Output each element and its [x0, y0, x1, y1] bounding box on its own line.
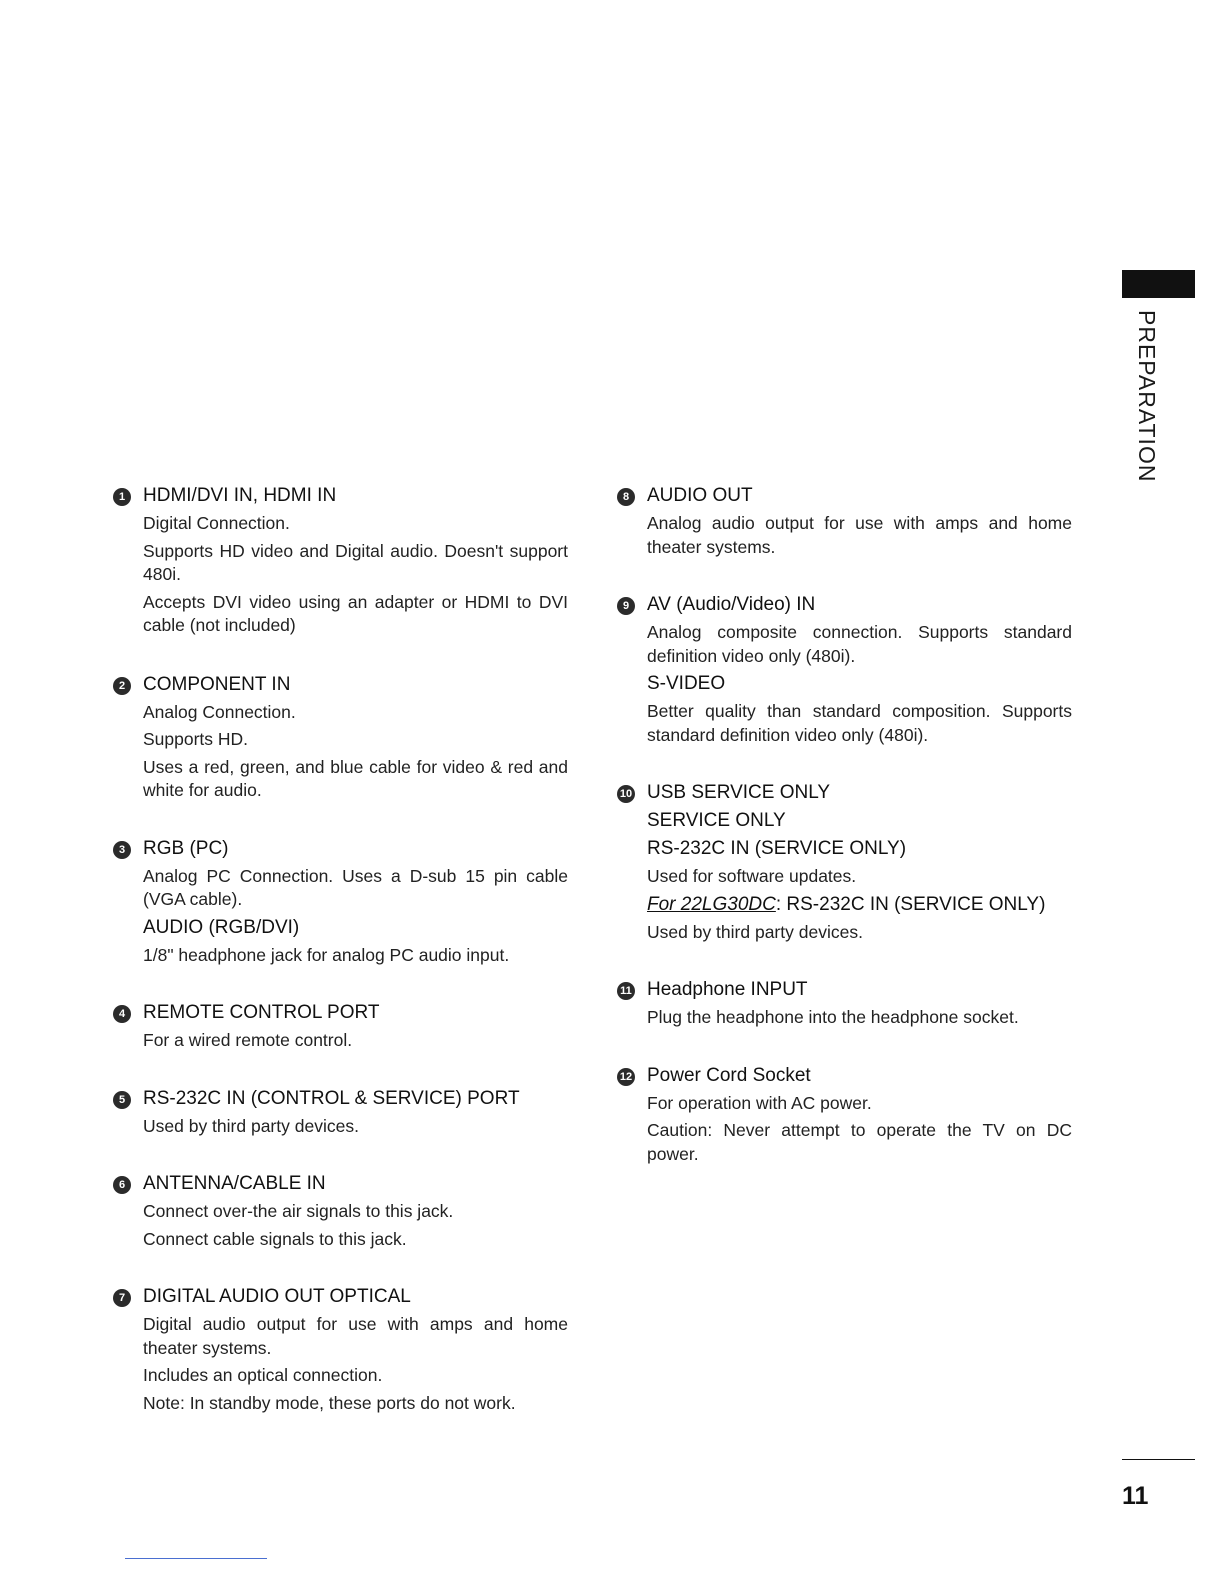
- item-text: Analog audio output for use with amps and home theater systems.: [647, 513, 1072, 557]
- number-badge: 2: [113, 677, 131, 695]
- item-headphone-input: [617, 978, 1072, 1030]
- section-tab-marker: [1122, 270, 1195, 298]
- model-note-text: : RS-232C IN (SERVICE ONLY): [775, 893, 1046, 915]
- item-rs232c-port: [113, 1087, 568, 1139]
- item-antenna-cable: [113, 1172, 568, 1251]
- item-rgb: [113, 837, 568, 968]
- item-text: For operation with AC power.: [647, 1092, 872, 1113]
- item-remote-control-port: [113, 1001, 568, 1053]
- item-audio-out: [617, 484, 1072, 559]
- footer-rule: [1122, 1459, 1195, 1460]
- item-text: Supports HD video and Digital audio. Doesn't support 480i.: [143, 540, 568, 584]
- item-title: Headphone INPUT: [647, 979, 808, 1000]
- item-subtitle: S-VIDEO: [647, 673, 726, 694]
- item-title: RS-232C IN (CONTROL & SERVICE) PORT: [143, 1087, 520, 1109]
- item-component: [113, 673, 568, 803]
- item-text: 1/8" headphone jack for analog PC audio input.: [143, 944, 510, 965]
- right-column: [617, 484, 1072, 1170]
- section-tab-label: PREPARATION: [1134, 310, 1160, 483]
- item-title: REMOTE CONTROL PORT: [143, 1002, 380, 1023]
- number-badge: 4: [113, 1005, 131, 1023]
- number-badge: 5: [113, 1091, 131, 1109]
- number-badge: 10: [617, 785, 635, 803]
- number-badge: 1: [113, 488, 131, 506]
- number-badge: 12: [617, 1068, 635, 1086]
- item-text: Connect over-the air signals to this jack.: [143, 1201, 454, 1221]
- link-underline: [125, 1558, 267, 1559]
- item-text: Uses a red, green, and blue cable for video & red and white for audio.: [143, 756, 568, 800]
- item-text: Used by third party devices.: [647, 921, 863, 942]
- item-text: Digital audio output for use with amps and home theater systems.: [143, 1314, 568, 1358]
- model-name: For 22LG30DC: [647, 893, 776, 915]
- item-text: Supports HD.: [143, 729, 249, 749]
- item-text: Plug the headphone into the headphone socket.: [647, 1007, 1019, 1027]
- item-text: Analog PC Connection. Uses a D-sub 15 pin cable (VGA cable).: [143, 865, 568, 909]
- item-power-cord-socket: [617, 1064, 1072, 1167]
- model-note: [647, 893, 1072, 917]
- item-text: Accepts DVI video using an adapter or HDMI to DVI cable (not included): [143, 591, 568, 635]
- item-av-in: [617, 593, 1072, 747]
- number-badge: 9: [617, 597, 635, 615]
- item-text: Used by third party devices.: [143, 1115, 359, 1136]
- number-badge: 6: [113, 1176, 131, 1194]
- item-text: Includes an optical connection.: [143, 1365, 383, 1385]
- number-badge: 7: [113, 1289, 131, 1307]
- item-text: Analog composite connection. Supports standard definition video only (480i).: [647, 622, 1072, 666]
- item-hdmi: [113, 484, 568, 638]
- item-subtitle: SERVICE ONLY: [647, 810, 786, 831]
- item-title: USB SERVICE ONLY: [647, 782, 831, 803]
- item-digital-audio-out: [113, 1285, 568, 1415]
- left-column: [113, 484, 568, 1419]
- item-title: DIGITAL AUDIO OUT OPTICAL: [143, 1286, 411, 1307]
- item-usb-service: [617, 781, 1072, 944]
- item-text: Used for software updates.: [647, 866, 857, 886]
- page-number: 11: [1122, 1482, 1149, 1510]
- item-text: Note: In standby mode, these ports do not work.: [143, 1392, 516, 1413]
- item-text: Analog Connection.: [143, 701, 296, 722]
- item-title: Power Cord Socket: [647, 1064, 811, 1086]
- item-subtitle: RS-232C IN (SERVICE ONLY): [647, 838, 907, 859]
- item-text: Better quality than standard composition. Supports standard definition video only (480i).: [647, 701, 1072, 745]
- item-title: AUDIO OUT: [647, 485, 753, 506]
- item-text: Digital Connection.: [143, 513, 290, 533]
- item-title: HDMI/DVI IN, HDMI IN: [143, 485, 337, 506]
- item-text: For a wired remote control.: [143, 1030, 353, 1050]
- item-title: RGB (PC): [143, 837, 229, 859]
- item-title: ANTENNA/CABLE IN: [143, 1173, 326, 1194]
- number-badge: 3: [113, 841, 131, 859]
- number-badge: 8: [617, 488, 635, 506]
- number-badge: 11: [617, 982, 635, 1000]
- item-title: COMPONENT IN: [143, 673, 291, 695]
- item-text: Caution: Never attempt to operate the TV on DC power.: [647, 1120, 1072, 1164]
- item-text: Connect cable signals to this jack.: [143, 1228, 407, 1249]
- item-subtitle: AUDIO (RGB/DVI): [143, 916, 300, 938]
- item-title: AV (Audio/Video) IN: [647, 594, 816, 615]
